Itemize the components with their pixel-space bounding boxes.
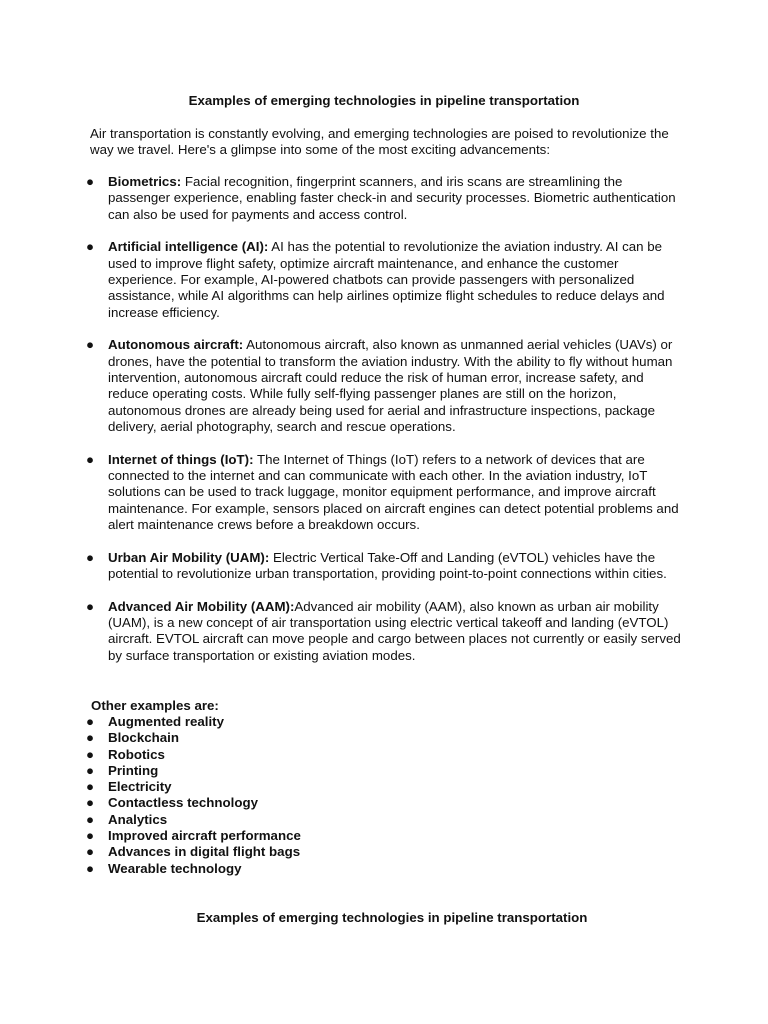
- list-item: [0, 174, 683, 223]
- item-term: Advanced Air Mobility (AAM):: [108, 598, 295, 614]
- list-item: [0, 730, 768, 746]
- other-example-label: Analytics: [108, 811, 168, 827]
- list-item: [0, 844, 768, 860]
- other-example-label: Advances in digital flight bags: [108, 844, 301, 860]
- other-example-label: Blockchain: [108, 730, 179, 746]
- bullet-icon: ●: [86, 714, 95, 729]
- item-term: Autonomous aircraft:: [108, 337, 244, 353]
- other-example-label: Electricity: [108, 779, 172, 795]
- bullet-icon: ●: [86, 795, 95, 811]
- bullet-icon: ●: [86, 762, 95, 778]
- list-item: [0, 861, 768, 877]
- list-item: [0, 550, 683, 583]
- other-example-label: Wearable technology: [108, 860, 242, 876]
- item-text: Electric Vertical Take-Off and Landing (eVTOL) vehicles have the potential to revolutionize urban transportation, providing point-to-point connections within cities.: [108, 549, 667, 581]
- list-item: [0, 812, 768, 828]
- bullet-icon: ●: [86, 730, 95, 746]
- footer-title: Examples of emerging technologies in pipeline transportation: [196, 910, 588, 925]
- item-term: Internet of things (IoT):: [108, 451, 254, 467]
- bullet-icon: ●: [86, 746, 95, 762]
- bullet-icon: ●: [86, 174, 95, 189]
- list-item: [0, 763, 768, 779]
- list-item: [0, 337, 683, 435]
- bullet-icon: ●: [86, 828, 95, 844]
- item-term: Artificial intelligence (AI):: [108, 239, 269, 255]
- bullet-icon: ●: [86, 811, 95, 827]
- bullet-icon: ●: [86, 844, 95, 860]
- list-item: [0, 795, 768, 811]
- intro-paragraph: Air transportation is constantly evolving, and emerging technologies are poised to revolutionize the way we travel. Here's a glimpse into some of the most exciting advancements:: [90, 126, 669, 158]
- list-item: [0, 599, 683, 664]
- other-example-label: Contactless technology: [108, 795, 258, 811]
- item-text: Facial recognition, fingerprint scanners, and iris scans are streamlining the passenger experience, enabling faster check-in and security processes. Biometric authentication can also be used for payments and access control.: [108, 174, 676, 222]
- item-text: AI has the potential to revolutionize the aviation industry. AI can be used to improve flight safety, optimize aircraft maintenance, and enhance the customer experience. For example, AI-powered chatbots can provide passengers with personalized assistance, while AI algorithms can help airlines optimize flight schedules to reduce delays and increase efficiency.: [108, 239, 665, 320]
- item-text: The Internet of Things (IoT) refers to a network of devices that are connected to the internet and can communicate with each other. In the aviation industry, IoT solutions can be used to track luggage, monitor equipment performance, and improve aircraft maintenance. For example, sensors placed on aircraft engines can detect potential problems and alert maintenance crews before a breakdown occurs.: [108, 451, 679, 532]
- bullet-icon: ●: [86, 779, 95, 795]
- item-term: Urban Air Mobility (UAM):: [108, 549, 270, 565]
- other-examples-list: [0, 714, 768, 877]
- item-term: Biometrics:: [108, 174, 182, 189]
- list-item: [0, 452, 683, 533]
- item-text: Autonomous aircraft, also known as unmanned aerial vehicles (UAVs) or drones, have the potential to transform the aviation industry. With the ability to fly without human intervention, autonomous aircraft could reduce the risk of human error, increase safety, and reduce operating costs. While fully self-flying passenger planes are still on the horizon, autonomous drones are already being used for aerial and infrastructure inspections, package delivery, aerial photography, search and rescue operations.: [108, 337, 673, 434]
- bullet-icon: ●: [86, 239, 95, 255]
- bullet-icon: ●: [86, 598, 95, 614]
- list-item: [0, 828, 768, 844]
- technology-list: [0, 174, 768, 680]
- other-example-label: Printing: [108, 762, 159, 778]
- bullet-icon: ●: [86, 337, 95, 353]
- bullet-icon: ●: [86, 549, 95, 565]
- other-example-label: Augmented reality: [108, 714, 225, 729]
- other-example-label: Improved aircraft performance: [108, 828, 301, 844]
- list-item: [0, 747, 768, 763]
- bullet-icon: ●: [86, 860, 95, 876]
- other-examples-heading: Other examples are:: [91, 698, 219, 713]
- item-text: Advanced air mobility (AAM), also known as urban air mobility (UAM), is a new concept of air transportation using electric vertical takeoff and landing (eVTOL) aircraft. EVTOL aircraft can move people and cargo between places not currently or easily served by surface transportation or existing aviation modes.: [108, 598, 681, 663]
- list-item: [0, 779, 768, 795]
- other-example-label: Robotics: [108, 746, 165, 762]
- list-item: [0, 714, 768, 730]
- bullet-icon: ●: [86, 451, 95, 467]
- list-item: [0, 239, 683, 320]
- document-title: Examples of emerging technologies in pipeline transportation: [188, 93, 580, 108]
